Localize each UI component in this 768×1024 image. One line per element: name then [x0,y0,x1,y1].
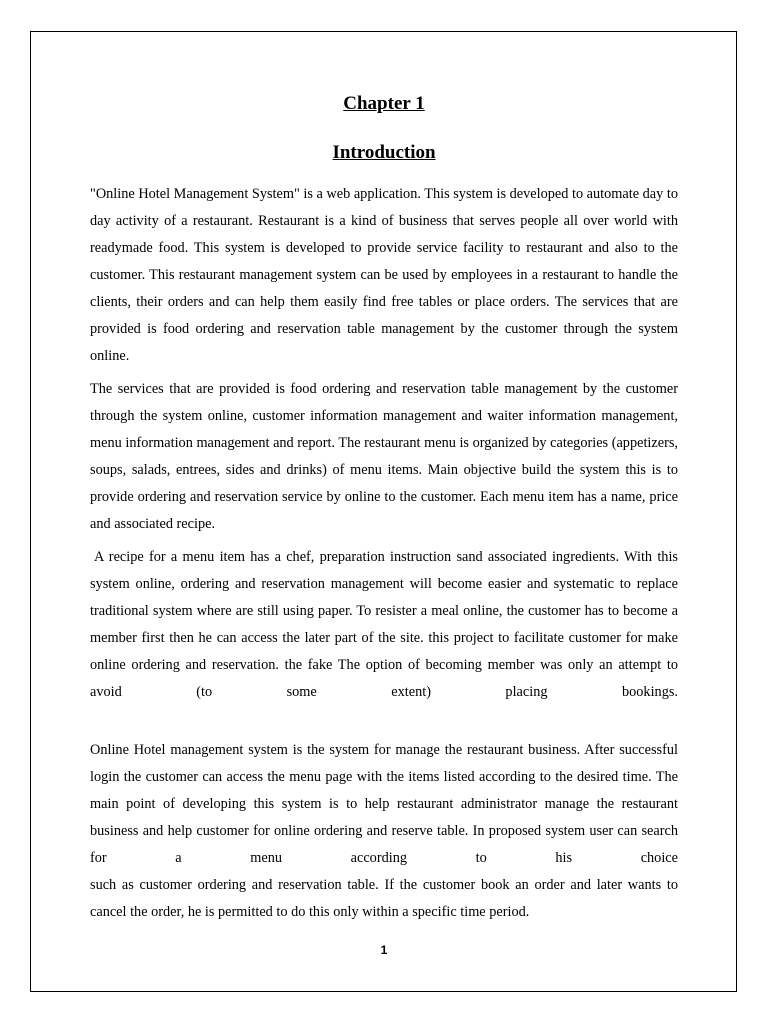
document-body [90,90,678,926]
chapter-heading: Chapter 1 [343,93,425,114]
paragraph-2: The services that are provided is food ordering and reservation table management by the customer through the system online, customer information management and waiter information management, menu information management and report. The restaurant menu is organized by categories (appetizers, soups, salads, entrees, sides and drinks) of menu items. Main objective build the system this is to provide ordering and reservation service by online to the customer. Each menu item has a name, price and associated recipe. [90,381,678,532]
paragraph-1: "Online Hotel Management System" is a web application. This system is developed to automate day to day activity of a restaurant. Restaurant is a kind of business that serves people all over world with readymade food. This system is developed to provide service facility to restaurant and also to the customer. This restaurant management system can be used by employees in a restaurant to handle the clients, their orders and can help them easily find free tables or place orders. The services that are provided is food ordering and reservation table management by the customer through the system online. [90,186,678,364]
page-number: 1 [380,943,388,957]
paragraph-3: A recipe for a menu item has a chef, preparation instruction sand associated ingredients. With this system online, ordering and reservation management will become easier and systematic to replace traditional system where are still using paper. To resister a meal online, the customer has to become a member first then he can access the later part of the site. this project to facilitate customer for make online ordering and reservation. the fake The option of becoming member was only an attempt to avoid (to some extent) placing bookings. [90,549,678,700]
section-title: Introduction [332,142,436,163]
paragraph-4: Online Hotel management system is the system for manage the restaurant business. After successful login the customer can access the menu page with the items listed according to the desired time. The main point of developing this system is to help restaurant administrator manage the restaurant business and help customer for online ordering and reserve table. In proposed system user can search for a menu according to his choice [90,742,678,866]
paragraph-4-continued: such as customer ordering and reservation table. If the customer book an order and later wants to cancel the order, he is permitted to do this only within a specific time period. [90,877,678,920]
